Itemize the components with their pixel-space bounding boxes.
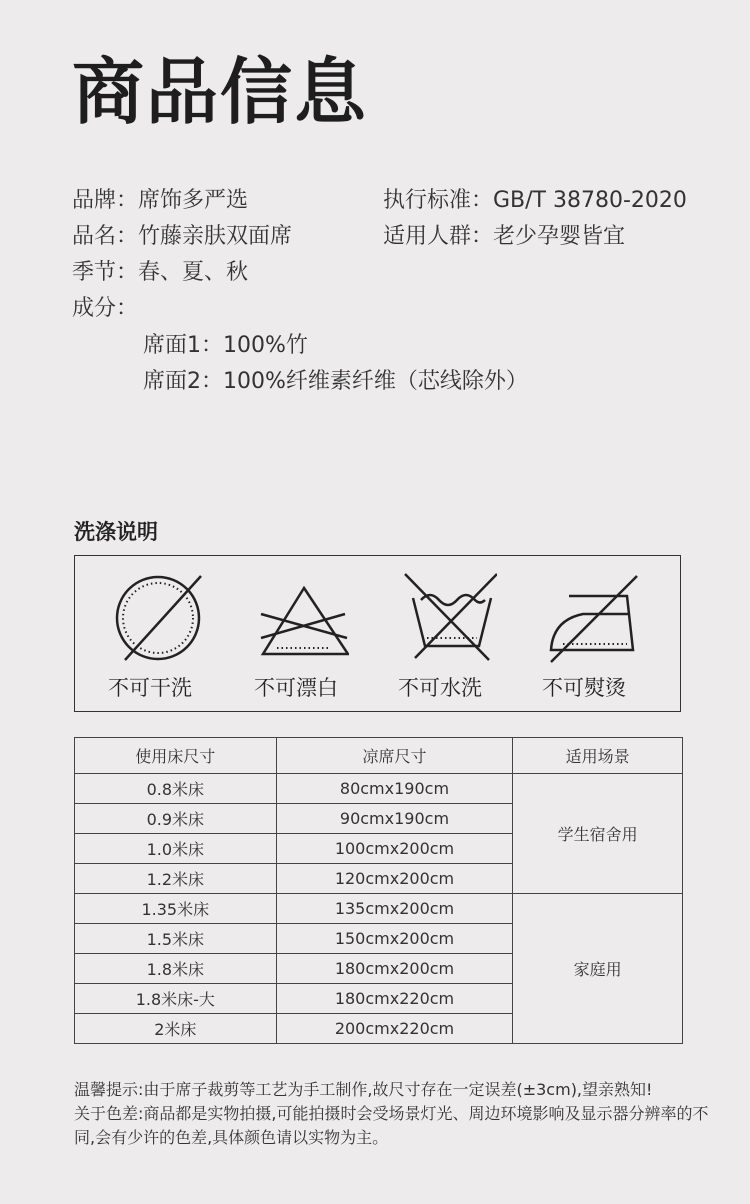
wash-label: 不可水洗	[398, 676, 482, 700]
no-iron-icon	[547, 572, 639, 666]
no-bleach-icon	[259, 572, 349, 666]
mat-size-cell: 180cmx220cm	[276, 984, 513, 1014]
wash-heading: 洗涤说明	[74, 520, 158, 544]
size-table	[74, 737, 683, 1044]
composition-2-text: 席面2：100%纤维素纤维（芯线除外）	[143, 369, 528, 394]
mat-size-cell: 120cmx200cm	[276, 864, 513, 894]
standard-text: 执行标准：GB/T 38780-2020	[383, 188, 687, 213]
bed-size-cell: 1.2米床	[75, 864, 277, 894]
page-title: 商品信息	[72, 50, 369, 134]
mat-size-cell: 90cmx190cm	[276, 804, 513, 834]
column-header: 适用场景	[513, 738, 683, 774]
wash-label: 不可漂白	[254, 676, 338, 700]
mat-size-cell: 180cmx200cm	[276, 954, 513, 984]
brand-text: 品牌：席饰多严选	[72, 188, 249, 213]
mat-size-cell: 135cmx200cm	[276, 894, 513, 924]
column-header: 使用床尺寸	[75, 738, 277, 774]
wash-label: 不可干洗	[108, 676, 192, 700]
wash-item-no-dry-clean	[75, 556, 225, 711]
no-dry-clean-icon	[113, 572, 203, 666]
bed-size-cell: 1.35米床	[75, 894, 277, 924]
season-text: 季节：春、夏、秋	[72, 260, 249, 285]
mat-size-cell: 200cmx220cm	[276, 1014, 513, 1044]
wash-item-no-iron	[509, 556, 659, 711]
wash-instructions-box	[74, 555, 681, 712]
tolerance-note: 温馨提示:由于席子裁剪等工艺为手工制作,故尺寸存在一定误差(±3cm),望亲熟知!	[74, 1080, 653, 1099]
product-name-text: 品名：竹藤亲肤双面席	[72, 224, 293, 249]
scene-cell-student: 学生宿舍用	[513, 774, 683, 894]
color-difference-note: 关于色差:商品都是实物拍摄,可能拍摄时会受场景灯光、周边环境影响及显示器分辨率的不同,会有少许的色差,具体颜色请以实物为主。	[74, 1104, 709, 1147]
notes-section	[74, 1078, 714, 1150]
wash-label: 不可熨烫	[542, 676, 626, 700]
composition-label: 成分：	[72, 296, 139, 321]
bed-size-cell: 1.5米床	[75, 924, 277, 954]
bed-size-cell: 1.8米床	[75, 954, 277, 984]
bed-size-cell: 2米床	[75, 1014, 277, 1044]
audience-text: 适用人群：老少孕婴皆宜	[383, 224, 626, 249]
column-header: 凉席尺寸	[276, 738, 513, 774]
wash-item-no-wash	[365, 556, 515, 711]
bed-size-cell: 1.8米床-大	[75, 984, 277, 1014]
table-header-row	[75, 738, 683, 774]
wash-item-no-bleach	[221, 556, 371, 711]
bed-size-cell: 0.8米床	[75, 774, 277, 804]
bed-size-cell: 1.0米床	[75, 834, 277, 864]
bed-size-cell: 0.9米床	[75, 804, 277, 834]
table-row	[75, 894, 683, 924]
no-wash-icon	[403, 572, 497, 666]
mat-size-cell: 100cmx200cm	[276, 834, 513, 864]
mat-size-cell: 80cmx190cm	[276, 774, 513, 804]
table-row	[75, 774, 683, 804]
composition-1-text: 席面1：100%竹	[143, 333, 308, 358]
mat-size-cell: 150cmx200cm	[276, 924, 513, 954]
scene-cell-home: 家庭用	[513, 894, 683, 1044]
